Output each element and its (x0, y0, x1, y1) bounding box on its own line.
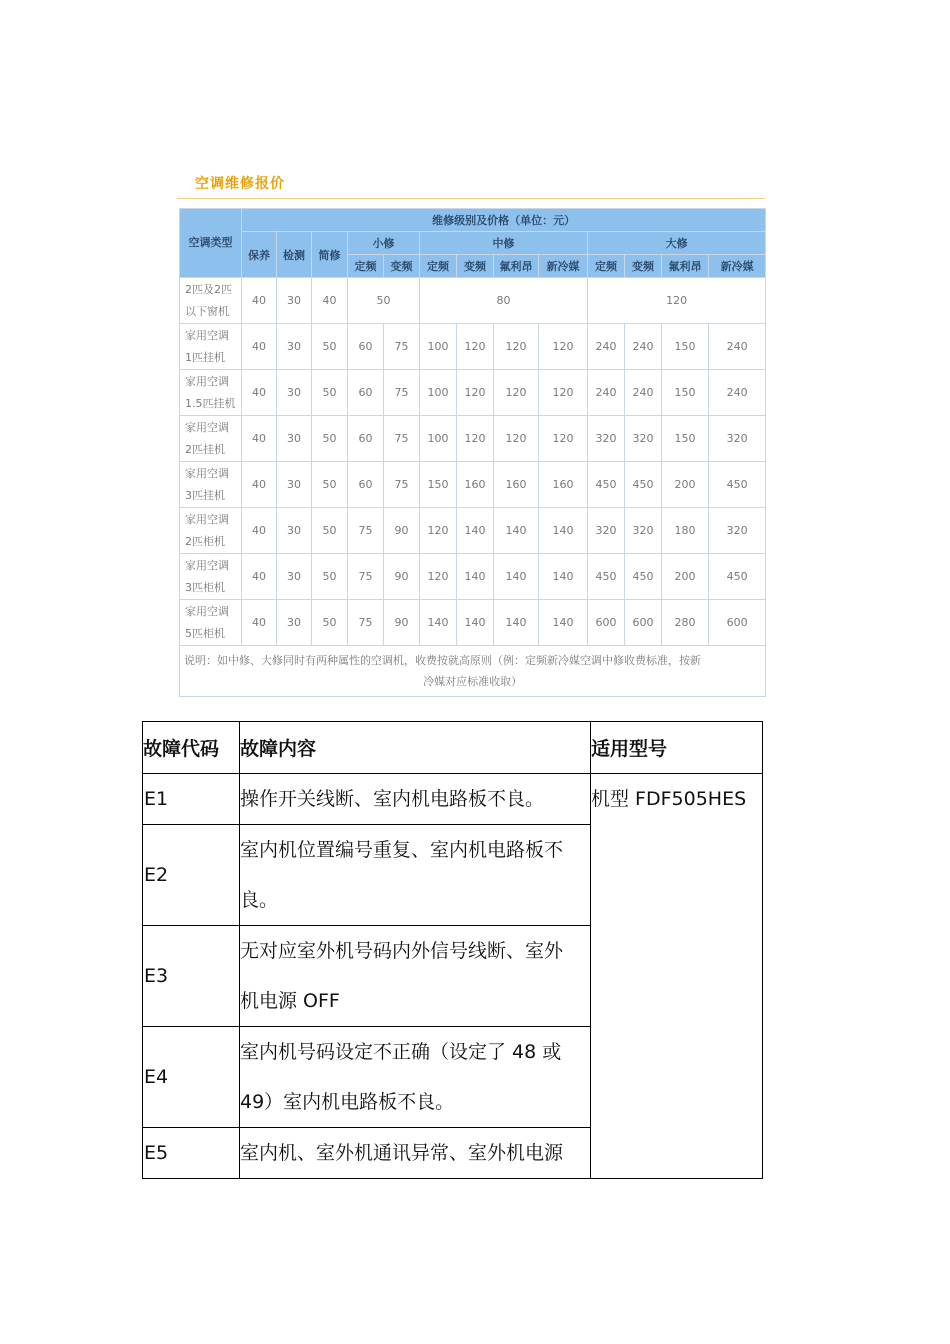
fault-content: 室内机位置编号重复、室内机电路板不 良。 (240, 825, 591, 926)
price-cell: 180 (662, 508, 709, 554)
price-cell: 50 (348, 278, 420, 324)
price-cell: 75 (384, 324, 420, 370)
price-cell: 100 (420, 370, 457, 416)
price-cell: 450 (625, 462, 662, 508)
price-cell: 140 (457, 600, 494, 646)
price-cell: 150 (662, 324, 709, 370)
price-cell: 240 (625, 324, 662, 370)
type-cell: 家用空调 3匹挂机 (180, 462, 242, 508)
price-cell: 120 (494, 324, 539, 370)
table-row (180, 416, 766, 462)
header-model: 适用型号 (591, 722, 763, 774)
price-cell: 50 (312, 324, 348, 370)
price-cell: 240 (588, 324, 625, 370)
price-cell: 120 (457, 370, 494, 416)
price-cell: 320 (709, 416, 766, 462)
price-cell: 75 (348, 600, 384, 646)
price-cell: 40 (242, 508, 277, 554)
price-cell: 60 (348, 370, 384, 416)
price-cell: 120 (420, 508, 457, 554)
price-cell: 140 (494, 600, 539, 646)
price-cell: 140 (494, 508, 539, 554)
fault-code: E5 (143, 1128, 240, 1179)
price-cell: 40 (242, 370, 277, 416)
mid-repair-header: 中修 (420, 232, 588, 255)
price-cell: 50 (312, 462, 348, 508)
price-cell: 240 (709, 324, 766, 370)
price-cell: 80 (420, 278, 588, 324)
model-cell: 机型 FDF505HES (591, 774, 763, 1179)
price-cell: 320 (588, 508, 625, 554)
price-cell: 120 (588, 278, 766, 324)
price-cell: 200 (662, 462, 709, 508)
price-cell: 120 (457, 324, 494, 370)
price-cell: 140 (420, 600, 457, 646)
price-cell: 40 (312, 278, 348, 324)
price-cell: 90 (384, 600, 420, 646)
price-cell: 30 (277, 554, 312, 600)
header-fault-code: 故障代码 (143, 722, 240, 774)
fault-code: E3 (143, 926, 240, 1027)
col-header: 简修 (312, 232, 348, 278)
price-cell: 120 (494, 370, 539, 416)
price-cell: 30 (277, 600, 312, 646)
sub-header: 氟利昂 (662, 255, 709, 278)
header-fault-content: 故障内容 (240, 722, 591, 774)
price-cell: 30 (277, 324, 312, 370)
fault-content: 室内机、室外机通讯异常、室外机电源 (240, 1128, 591, 1179)
table-row (180, 324, 766, 370)
price-cell: 120 (457, 416, 494, 462)
price-cell: 200 (662, 554, 709, 600)
type-cell: 家用空调 1匹挂机 (180, 324, 242, 370)
fault-code-table (142, 721, 763, 1179)
sub-header: 定频 (348, 255, 384, 278)
price-cell: 50 (312, 370, 348, 416)
table-row (180, 554, 766, 600)
price-cell: 50 (312, 600, 348, 646)
price-title: 空调维修报价 (195, 176, 285, 192)
price-cell: 150 (420, 462, 457, 508)
price-cell: 90 (384, 508, 420, 554)
sub-header: 变频 (625, 255, 662, 278)
price-cell: 450 (588, 462, 625, 508)
price-cell: 240 (588, 370, 625, 416)
price-cell: 320 (588, 416, 625, 462)
table-row (180, 508, 766, 554)
type-header: 空调类型 (180, 209, 242, 278)
sub-header: 定频 (588, 255, 625, 278)
fault-code: E2 (143, 825, 240, 926)
price-cell: 140 (457, 554, 494, 600)
price-cell: 40 (242, 600, 277, 646)
fault-code: E4 (143, 1027, 240, 1128)
fault-content: 操作开关线断、室内机电路板不良。 (240, 774, 591, 825)
price-cell: 150 (662, 370, 709, 416)
price-cell: 30 (277, 278, 312, 324)
price-cell: 40 (242, 416, 277, 462)
price-cell: 160 (494, 462, 539, 508)
sub-header: 变频 (384, 255, 420, 278)
col-header: 保养 (242, 232, 277, 278)
big-repair-header: 大修 (588, 232, 766, 255)
type-cell: 家用空调 5匹柜机 (180, 600, 242, 646)
price-cell: 120 (539, 324, 588, 370)
price-cell: 120 (539, 370, 588, 416)
price-cell: 100 (420, 416, 457, 462)
price-cell: 30 (277, 416, 312, 462)
price-cell: 40 (242, 462, 277, 508)
price-cell: 50 (312, 416, 348, 462)
fault-code: E1 (143, 774, 240, 825)
price-cell: 600 (588, 600, 625, 646)
price-cell: 30 (277, 508, 312, 554)
price-cell: 320 (625, 416, 662, 462)
price-cell: 30 (277, 370, 312, 416)
type-cell: 家用空调 2匹挂机 (180, 416, 242, 462)
fault-content: 室内机号码设定不正确（设定了 48 或 49）室内机电路板不良。 (240, 1027, 591, 1128)
sub-header: 氟利昂 (494, 255, 539, 278)
table-row (180, 600, 766, 646)
price-cell: 75 (348, 554, 384, 600)
price-cell: 60 (348, 462, 384, 508)
price-cell: 60 (348, 416, 384, 462)
price-cell: 40 (242, 278, 277, 324)
price-cell: 600 (709, 600, 766, 646)
price-cell: 60 (348, 324, 384, 370)
price-cell: 450 (709, 462, 766, 508)
price-cell: 40 (242, 324, 277, 370)
price-cell: 40 (242, 554, 277, 600)
price-cell: 75 (348, 508, 384, 554)
price-cell: 600 (625, 600, 662, 646)
price-image (177, 168, 765, 696)
price-cell: 280 (662, 600, 709, 646)
price-cell: 75 (384, 462, 420, 508)
sub-header: 新冷媒 (709, 255, 766, 278)
price-cell: 140 (494, 554, 539, 600)
type-cell: 家用空调 2匹柜机 (180, 508, 242, 554)
sub-header: 定频 (420, 255, 457, 278)
price-cell: 140 (457, 508, 494, 554)
price-cell: 140 (539, 600, 588, 646)
fault-content: 无对应室外机号码内外信号线断、室外 机电源 OFF (240, 926, 591, 1027)
price-cell: 75 (384, 370, 420, 416)
sub-header: 新冷媒 (539, 255, 588, 278)
price-cell: 75 (384, 416, 420, 462)
price-cell: 120 (539, 416, 588, 462)
table-row (180, 370, 766, 416)
title-divider (177, 198, 765, 199)
price-cell: 30 (277, 462, 312, 508)
price-cell: 90 (384, 554, 420, 600)
table-row (143, 774, 763, 825)
price-cell: 240 (709, 370, 766, 416)
price-cell: 50 (312, 508, 348, 554)
price-cell: 140 (539, 508, 588, 554)
table-row (180, 278, 766, 324)
small-repair-header: 小修 (348, 232, 420, 255)
price-cell: 120 (420, 554, 457, 600)
price-cell: 120 (494, 416, 539, 462)
group-header: 维修级别及价格（单位：元） (242, 209, 766, 232)
price-cell: 160 (457, 462, 494, 508)
price-cell: 150 (662, 416, 709, 462)
price-cell: 320 (709, 508, 766, 554)
price-cell: 140 (539, 554, 588, 600)
price-cell: 450 (588, 554, 625, 600)
price-cell: 160 (539, 462, 588, 508)
price-cell: 100 (420, 324, 457, 370)
type-cell: 家用空调 3匹柜机 (180, 554, 242, 600)
sub-header: 变频 (457, 255, 494, 278)
price-table (179, 208, 766, 697)
price-cell: 240 (625, 370, 662, 416)
type-cell: 家用空调 1.5匹挂机 (180, 370, 242, 416)
price-cell: 450 (709, 554, 766, 600)
price-cell: 450 (625, 554, 662, 600)
price-cell: 320 (625, 508, 662, 554)
table-row (180, 462, 766, 508)
price-note: 说明：如中修、大修同时有两种属性的空调机，收费按就高原则（例：定频新冷媒空调中修收费标准，按新 冷媒对应标准收取） (180, 646, 766, 697)
type-cell: 2匹及2匹 以下窗机 (180, 278, 242, 324)
col-header: 检测 (277, 232, 312, 278)
price-cell: 50 (312, 554, 348, 600)
